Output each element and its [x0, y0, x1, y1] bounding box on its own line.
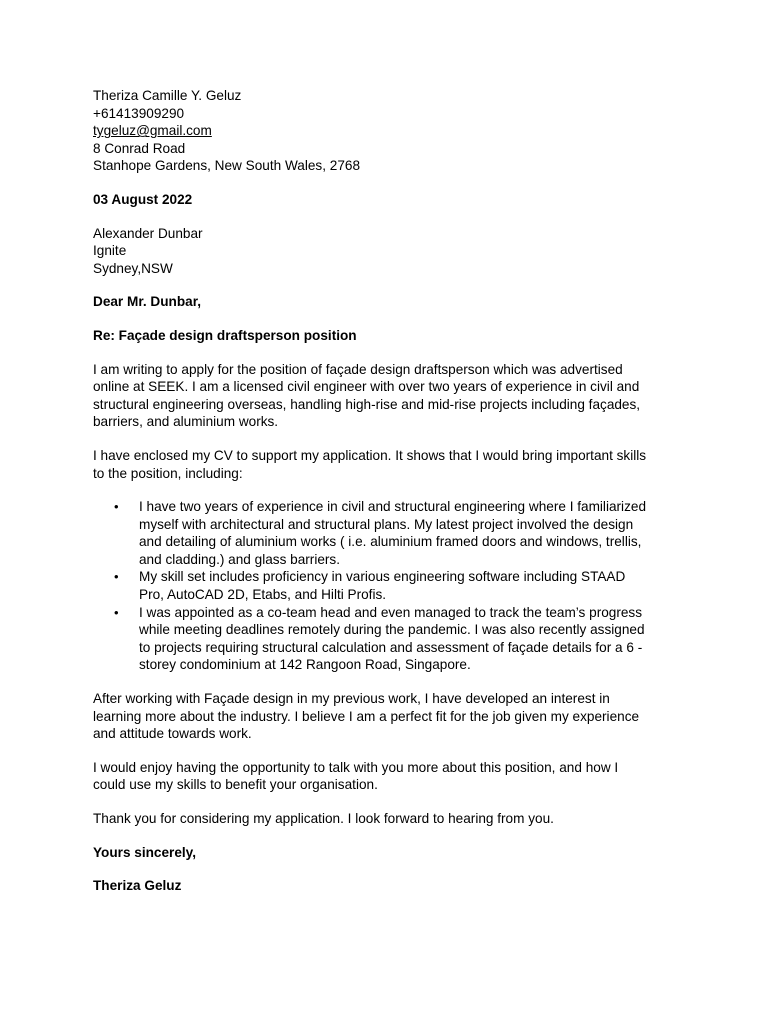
- skills-list: [93, 498, 693, 674]
- skill-line: My skill set includes proficiency in various engineering software including STAAD: [139, 569, 626, 585]
- cv-paragraph: [93, 447, 693, 482]
- recipient-name: Alexander Dunbar: [93, 225, 203, 241]
- interest-paragraph: [93, 690, 693, 743]
- salutation: Dear Mr. Dunbar,: [93, 294, 202, 310]
- sender-street: 8 Conrad Road: [93, 140, 186, 156]
- cover-letter: [93, 87, 693, 895]
- skill-line: I have two years of experience in civil and structural engineering where I familiarized: [139, 499, 646, 515]
- skill-line: Pro, AutoCAD 2D, Etabs, and Hilti Profis.: [139, 587, 387, 603]
- letter-date: 03 August 2022: [93, 191, 193, 207]
- talk-line: I would enjoy having the opportunity to talk with you more about this position, and how I: [93, 759, 619, 775]
- interest-line: and attitude towards work.: [93, 726, 252, 742]
- sender-phone: +61413909290: [93, 105, 185, 121]
- skill-line: myself with architectural and structural plans. My latest project involved the design: [139, 516, 634, 532]
- list-item: [93, 568, 693, 603]
- interest-line: learning more about the industry. I believe I am a perfect fit for the job given my experience: [93, 708, 640, 724]
- recipient-company: Ignite: [93, 243, 127, 259]
- bullet-icon: •: [114, 604, 119, 620]
- signature-name: Theriza Geluz: [93, 878, 182, 894]
- talk-paragraph: [93, 759, 693, 794]
- bullet-icon: •: [114, 499, 119, 515]
- intro-line: barriers, and aluminium works.: [93, 414, 279, 430]
- interest-line: After working with Façade design in my previous work, I have developed an interest in: [93, 691, 610, 707]
- sender-city: Stanhope Gardens, New South Wales, 2768: [93, 158, 361, 174]
- intro-line: structural engineering overseas, handling high-rise and mid-rise projects including façades,: [93, 396, 641, 412]
- talk-line: could use my skills to benefit your organisation.: [93, 777, 378, 793]
- recipient-location: Sydney,NSW: [93, 260, 173, 276]
- intro-line: online at SEEK. I am a licensed civil engineer with over two years of experience in civil and: [93, 379, 640, 395]
- skill-line: to projects requiring structural calculation and assessment of façade details for a 6 -: [139, 639, 643, 655]
- thanks-paragraph: Thank you for considering my application. I look forward to hearing from you.: [93, 811, 554, 826]
- skill-line: I was appointed as a co-team head and even managed to track the team’s progress: [139, 604, 643, 620]
- list-item: [93, 604, 693, 674]
- skill-line: and detailing of aluminium works ( i.e. aluminium framed doors and windows, trellis,: [139, 534, 642, 550]
- sender-email-link[interactable]: tygeluz@gmail.com: [93, 123, 212, 139]
- subject-line: Re: Façade design draftsperson position: [93, 327, 357, 343]
- closing: Yours sincerely,: [93, 844, 197, 860]
- skill-line: storey condominium at 142 Rangoon Road, Singapore.: [139, 657, 471, 673]
- intro-paragraph: [93, 361, 693, 431]
- cv-line: I have enclosed my CV to support my application. It shows that I would bring important skills: [93, 447, 647, 463]
- cv-line: to the position, including:: [93, 465, 243, 481]
- skill-line: while meeting deadlines remotely during the pandemic. I was also recently assigned: [139, 622, 645, 638]
- skill-line: and cladding.) and glass barriers.: [139, 551, 340, 567]
- sender-block: [93, 87, 693, 175]
- recipient-block: [93, 225, 693, 278]
- list-item: [93, 498, 693, 568]
- intro-line: I am writing to apply for the position of façade design draftsperson which was advertised: [93, 361, 623, 377]
- sender-name: Theriza Camille Y. Geluz: [93, 88, 242, 103]
- bullet-icon: •: [114, 569, 119, 585]
